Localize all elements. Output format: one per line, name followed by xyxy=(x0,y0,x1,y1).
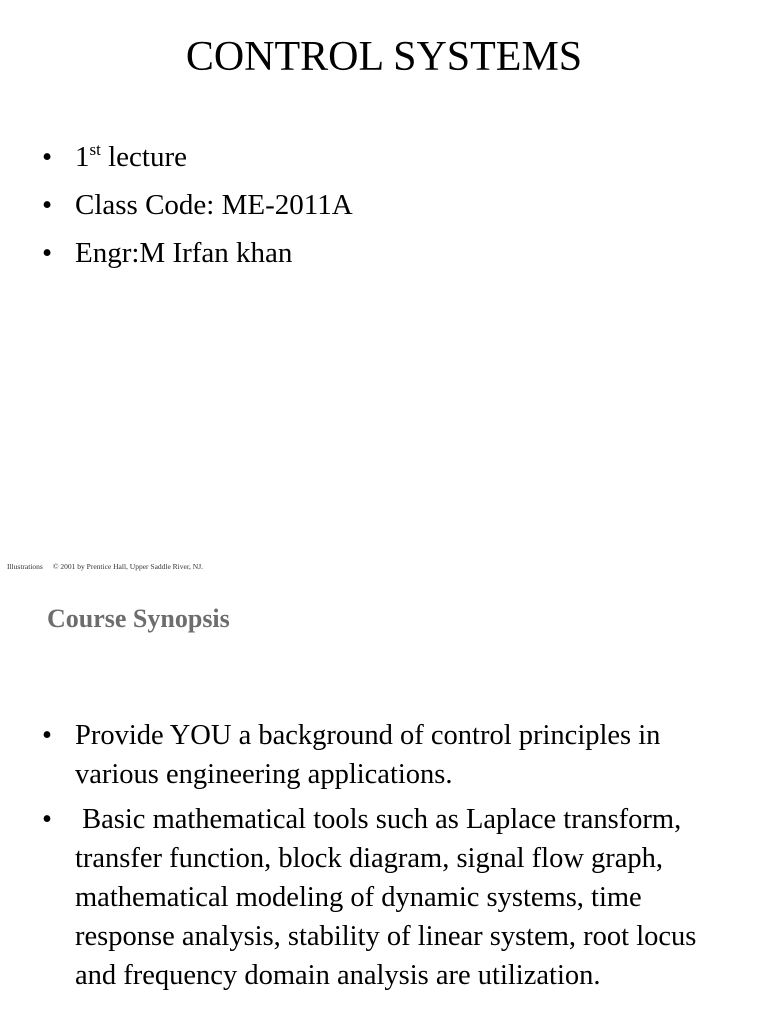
bullet-item-instructor xyxy=(42,236,353,270)
bullet-item-lecture xyxy=(42,140,353,174)
bullet-item-class-code xyxy=(42,188,353,222)
synopsis-bullet-background xyxy=(42,716,732,794)
slide-2 xyxy=(0,580,768,1024)
instructor-text: Engr:M Irfan khan xyxy=(75,237,293,269)
bullet-icon: • xyxy=(42,189,53,221)
footer-illustrations: Illustrations xyxy=(7,562,43,571)
footer-copyright: © 2001 by Prentice Hall, Upper Saddle River, NJ. xyxy=(52,562,204,571)
section-title: Course Synopsis xyxy=(47,604,230,633)
lecture-number: 1 xyxy=(75,141,90,173)
bullet-icon: • xyxy=(42,720,52,751)
bullet-list xyxy=(42,140,353,284)
bullet-icon: • xyxy=(42,804,52,835)
lecture-ordinal-suffix: st xyxy=(89,140,101,159)
slide-footer xyxy=(7,562,203,571)
lecture-label: lecture xyxy=(100,141,187,173)
synopsis-text-tools: Basic mathematical tools such as Laplace transform, transfer function, block diagram, signal flow graph, mathematical modeling of dynamic systems, time response analysis, stability of linear system, root locus and frequency domain analysis are utilization. xyxy=(75,804,704,991)
slide-title: CONTROL SYSTEMS xyxy=(185,34,583,80)
class-code-text: Class Code: ME-2011A xyxy=(75,189,353,221)
synopsis-bullet-list xyxy=(42,716,732,1001)
bullet-icon: • xyxy=(42,141,53,173)
synopsis-text-background: Provide YOU a background of control principles in various engineering applications. xyxy=(75,720,661,790)
bullet-icon: • xyxy=(42,237,53,269)
synopsis-bullet-tools xyxy=(42,800,732,995)
